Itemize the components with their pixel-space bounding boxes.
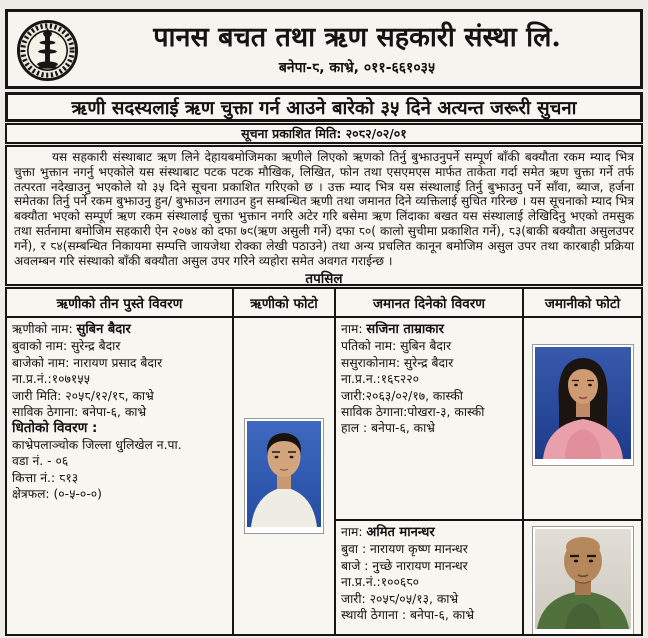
- borrower-citizenship-issued: जारी मिति: २०५८/१२/१८, काभ्रे: [12, 388, 154, 403]
- letterhead: [5, 9, 643, 89]
- guarantor-2-grandfather: बाजे : नुच्छे नारायण मानन्धर: [341, 558, 468, 573]
- notice-title: ऋणी सदस्यलाई ऋण चुक्ता गर्न आउने बारेको ३५ दिने अत्यन्त जरूरी सुचना: [5, 92, 643, 122]
- mortgage-heading: धितोको विवरण :: [12, 420, 98, 437]
- defaulter-table: [5, 287, 643, 636]
- guarantor-1-former-address: साविक ठेगाना:पोखरा-३, कास्की: [341, 405, 485, 420]
- guarantor-1-name: सजिना ताम्राकार: [366, 322, 444, 337]
- borrower-citizenship-no: ना.प्र.नं.:१०७१५५: [12, 372, 91, 387]
- borrower-grandfather: बाजेको नाम: नारायण प्रसाद बैदार: [12, 355, 163, 370]
- borrower-name: सुबिन बैदार: [76, 322, 131, 337]
- guarantor-1-photo-cell: [522, 316, 641, 519]
- col-header-guarantor-photo: जमानीको फोटो: [522, 289, 641, 316]
- mortgage-area: क्षेत्रफल: (०-५-०-०): [12, 487, 102, 502]
- mortgage-ward-no: वडा नं. - ०६: [12, 454, 69, 469]
- guarantor-2-photo: [535, 529, 631, 629]
- borrower-photo-cell: [232, 316, 334, 634]
- guarantor-2-citizenship-no: ना.प्र.नं.:१००६८०: [341, 575, 420, 590]
- guarantor-1-details-cell: [334, 316, 522, 519]
- organization-address: बनेपा-८, काभ्रे, ०११-६६१०३५: [278, 60, 436, 76]
- guarantor-1-name-line: नाम: सजिना ताम्राकार: [341, 322, 444, 337]
- guarantor-2-permanent-address: स्थायी ठेगाना : बनेपा-६, काभ्रे: [341, 608, 474, 623]
- svg-text:·: ·: [46, 43, 49, 49]
- svg-text:॰: ॰: [34, 34, 37, 40]
- cooperative-seal-logo: [16, 19, 79, 82]
- borrower-name-line: ऋणीको नाम: सुबिन बैदार: [12, 322, 131, 337]
- tapasil-heading: तपसिल: [305, 271, 343, 286]
- borrower-photo: [247, 421, 321, 527]
- guarantor-1-husband: पतिको नाम: सुबिन बैदार: [341, 339, 452, 354]
- notice-body-text: यस सहकारी संस्थाबाट ऋण लिने देहायबमोजिमका ऋणीले लिएको ऋणको तिर्नु बुझाउनुपर्ने सम्पूर्ण बाँकी बक्यौता रकम म्याद भित्र चुक्ता भुक्तान नगर्नु भएकोले यस संस्थाबाट पटक पटक मौखिक, लिखित, फोन तथा एसएमएस मार्फत ताकेता गर्दा समेत ऋण चुक्ता गर्ने तर्फ तत्परता नदेखाउनु भएकोले यो ३५ दिने सूचना प्रकाशित गरिएको छ । उक्त म्याद भित्र यस संस्थालाई तिर्नु बुझाउनु पर्ने साँवा, ब्याज, हर्जना समेतका तिर्नु पर्ने रकम बुझाउनु हुन/ बुझाउन लगाउन हुन सम्बन्धित ऋणी तथा जमानत दिने व्यक्तिलाई सुचित गरिन्छ । यस सूचनाको म्याद भित्र बक्यौता भएको सम्पूर्ण ऋण रकम संस्थालाई चुक्ता भुक्तान नगरि अटेर गरि बसेमा ऋण लिंदाका बखत यस संस्थालाई लेखिदिनु भएको तमसुक तथा सर्तनामा बमोजिम सहकारी ऐन २०७४ को दफा ७९(ऋण असुली गर्ने) दफा ८०( कालो सुचीमा प्रकाशित गर्ने), ८३(बाकी बक्यौता असुलउपर गर्ने), र ८४(सम्बन्धित निकायमा सम्पत्ति जायजेथा रोक्का लेखी पठाउने) तथा अन्य प्रचलित कानून बमोजिम असुल उपर तथा कारबाही प्रक्रिया अवलम्बन गरि संस्थाको बाँकी बक्यौता असुल उपर गरिने व्यहोरा समेत अवगत गराईन्छ ।: [14, 150, 634, 268]
- publication-date: सूचना प्रकाशित मिति: २०८२/०२/०१: [5, 123, 643, 144]
- borrower-father: बुवाको नाम: सुरेन्द्र बैदार: [12, 339, 121, 354]
- col-header-borrower-details: ऋणीको तीन पुस्ते विवरण: [56, 295, 183, 312]
- guarantor-2-name: अमित मानन्धर: [366, 525, 435, 540]
- guarantor-1-father-in-law: ससुराकोनाम: सुरेन्द्र बैदार: [341, 355, 454, 370]
- guarantor-2-name-line: नाम: अमित मानन्धर: [341, 525, 435, 540]
- col-header-guarantor-details: जमानत दिनेको विवरण: [334, 289, 522, 316]
- borrower-former-address: साविक ठेगाना: बनेपा-६, काभ्रे: [12, 405, 147, 420]
- notice-body-section: [5, 145, 643, 286]
- mortgage-plot-no: कित्ता नं.: ८१३: [12, 470, 79, 485]
- guarantor-1-citizenship-no: ना.प्र.न.:१६८२२०: [341, 372, 420, 387]
- col-header-borrower-photo: ऋणीको फोटो: [232, 289, 334, 316]
- mortgage-location: काभ्रेपलाञ्चोक जिल्ला धुलिखेल न.पा.: [12, 437, 182, 452]
- guarantor-1-current-address: हाल : बनेपा-६, काभ्रे: [341, 421, 435, 436]
- borrower-details-cell: [7, 316, 232, 634]
- guarantor-2-father: बुवा : नारायण कृष्ण मानन्धर: [341, 542, 468, 557]
- organization-name: पानस बचत तथा ऋण सहकारी संस्था लि.: [153, 22, 561, 53]
- svg-text:॰: ॰: [57, 34, 60, 40]
- guarantor-1-issued: जारी:२०६३/०२/१७, कास्की: [341, 388, 463, 403]
- guarantor-2-issued: जारी: २०५८/०५/१३, काभ्रे: [341, 591, 459, 606]
- guarantor-2-photo-cell: [522, 519, 641, 634]
- guarantor-2-details-cell: [334, 519, 522, 634]
- guarantor-1-photo: [535, 347, 631, 459]
